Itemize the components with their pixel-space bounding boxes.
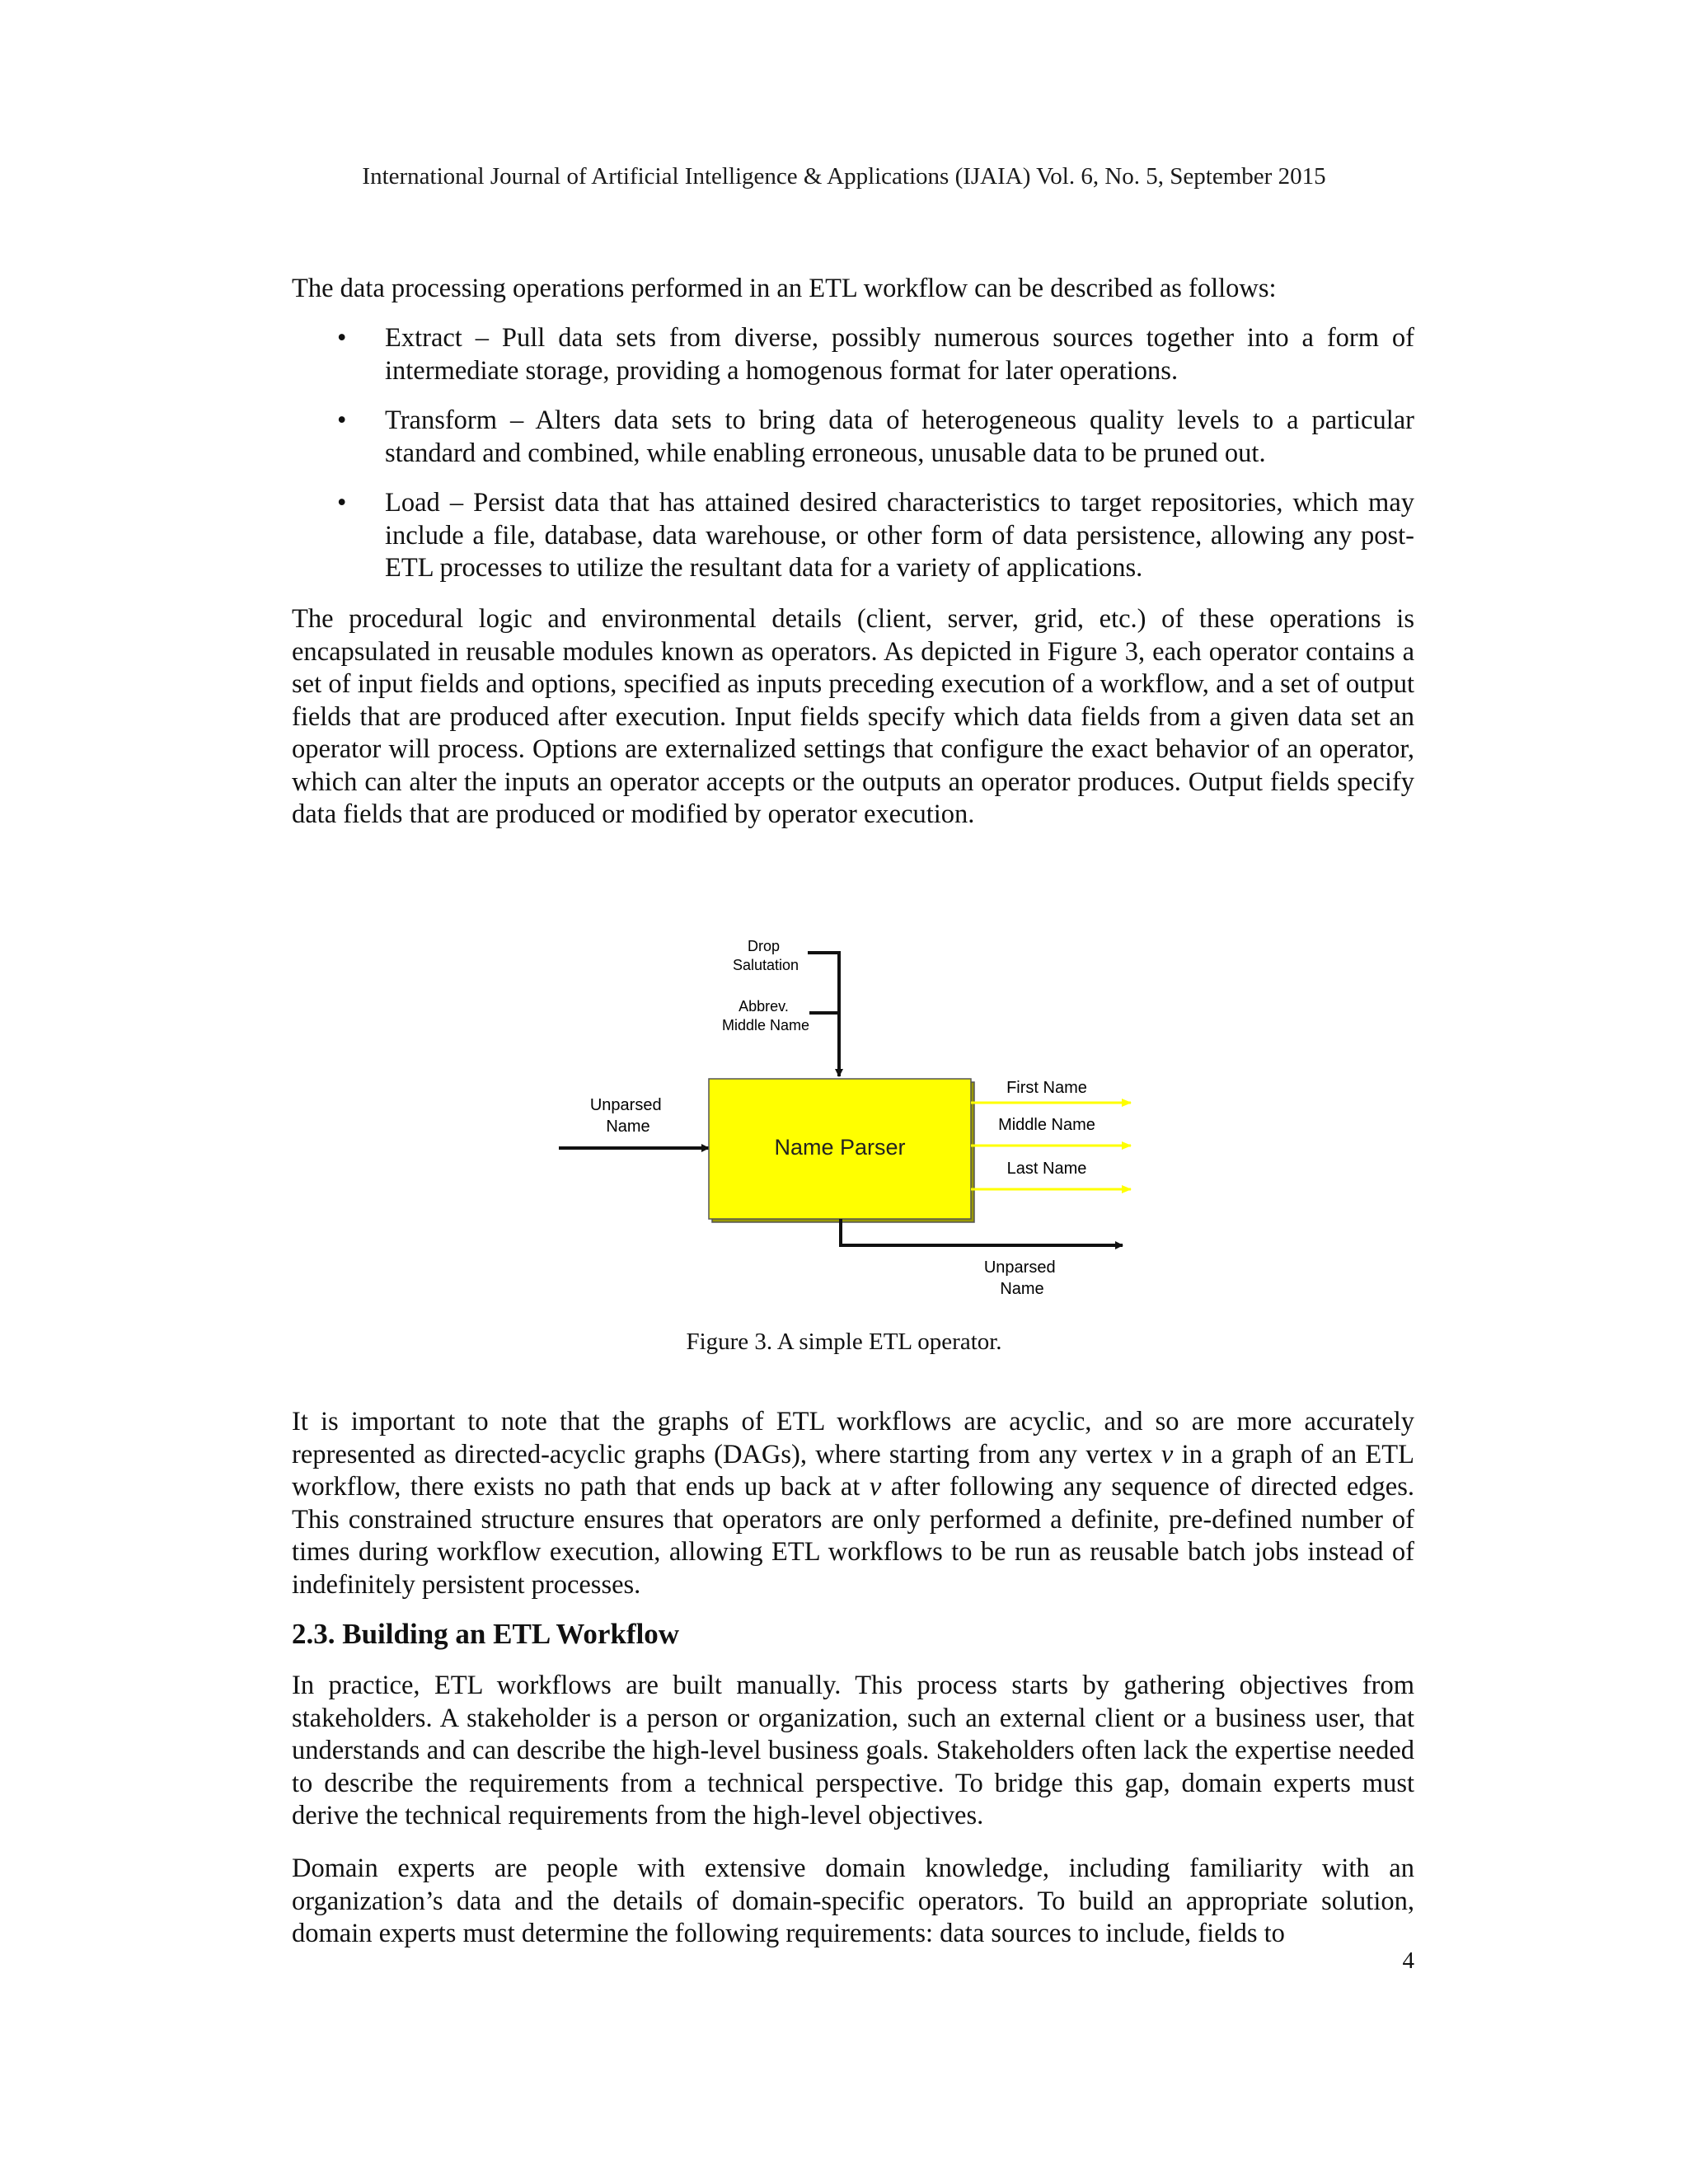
output-label: First Name	[1006, 1079, 1087, 1097]
figure-caption: Figure 3. A simple ETL operator.	[686, 1329, 1002, 1355]
operations-list	[292, 322, 1414, 602]
etl-operator-figure	[536, 931, 1154, 1306]
practice-paragraph: In practice, ETL workflows are built manually. This process starts by gathering objectives from stakeholders. A stakeholder is a person or organization, such an external client or a business user, that understands and can describe the high-level business goals. Stakeholders often lack the expertise needed to describe the requirements from a technical perspective. To bridge this gap, domain experts must derive the technical requirements from the high-level objectives.	[292, 1671, 1414, 1830]
dag-paragraph: It is important to note that the graphs of ETL workflows are acyclic, and so are more accurately represented as directed-acyclic graphs (DAGs), where starting from any vertex v in a graph of an ETL workflow, there exists no path that ends up back at v after following any sequence of directed edges. This constrained structure ensures that operators are only performed a definite, pre-defined number of times during workflow execution, allowing ETL workflows to be run as reusable batch jobs instead of indefinitely persistent processes.	[292, 1407, 1414, 1600]
journal-header: International Journal of Artificial Intelligence & Applications (IJAIA) Vol. 6, No. 5, September 2015	[362, 163, 1326, 190]
operators-paragraph: The procedural logic and environmental details (client, server, grid, etc.) of these operations is encapsulated in reusable modules known as operators. As depicted in Figure 3, each operator contains a set of input fields and options, specified as inputs preceding execution of a workflow, and a set of output fields that are produced after execution. Input fields specify which data fields from a given data set an operator will process. Options are externalized settings that configure the exact behavior of an operator, which can alter the inputs an operator accepts or the outputs an operator produces. Output fields specify data fields that are produced or modified by operator execution.	[292, 604, 1414, 829]
reject-arrow	[841, 1219, 1123, 1245]
box-label: Name Parser	[774, 1135, 906, 1160]
bullet-text: Extract – Pull data sets from diverse, possibly numerous sources together into a form of intermediate storage, providing a homogenous format for later operations.	[385, 323, 1414, 386]
bullet-text: Transform – Alters data sets to bring data of heterogeneous quality levels to a particular standard and combined, while enabling erroneous, unusable data to be pruned out.	[385, 405, 1414, 468]
option-label: Abbrev. Middle Name	[721, 998, 810, 1033]
bullet-icon: •	[337, 405, 347, 435]
output-label: Middle Name	[998, 1116, 1095, 1134]
input-label: Unparsed Name	[589, 1096, 662, 1136]
list-item	[292, 487, 1414, 585]
list-item	[292, 405, 1414, 470]
option-label: Drop Salutation	[732, 938, 799, 973]
bullet-icon: •	[337, 323, 347, 353]
bullet-text: Load – Persist data that has attained desired characteristics to target repositories, which may include a file, database, data warehouse, or other form of data persistence, allowing any post-ETL processes to utilize the resultant data for a variety of applications.	[385, 488, 1414, 583]
domain-experts-paragraph: Domain experts are people with extensive domain knowledge, including familiarity with an organization’s data and the details of domain-specific operators. To build an appropriate solution, domain experts must determine the following requirements: data sources to include, fields to	[292, 1854, 1414, 1948]
reject-label: Unparsed Name	[983, 1258, 1056, 1298]
section-heading: 2.3. Building an ETL Workflow	[292, 1618, 680, 1650]
intro-paragraph: The data processing operations performed in an ETL workflow can be described as follows:	[292, 274, 1277, 303]
list-item	[292, 322, 1414, 387]
page-number: 4	[1402, 1947, 1414, 1974]
bullet-icon: •	[337, 488, 347, 518]
output-label: Last Name	[1006, 1160, 1087, 1178]
